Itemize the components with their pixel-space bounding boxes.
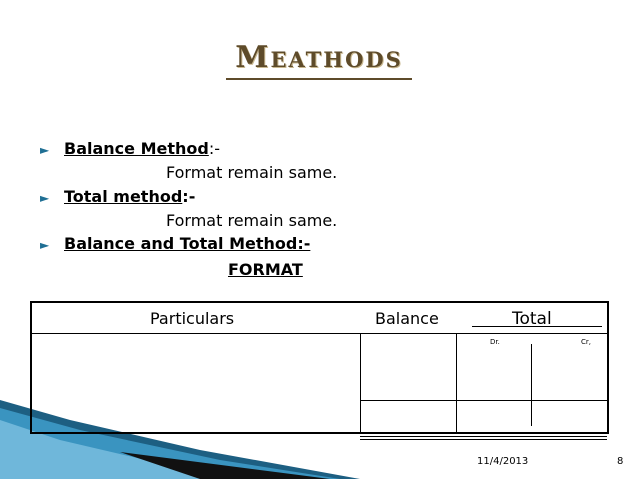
- slide-title: Meathods: [235, 40, 403, 75]
- bullet-heading: Balance and Total Method:-: [64, 234, 311, 253]
- table-header-divider: [30, 333, 607, 334]
- table-col-divider: [360, 333, 361, 432]
- bullet-subtext: Format remain same.: [166, 163, 338, 182]
- total-line: [360, 436, 607, 437]
- header-particulars: Particulars: [150, 309, 235, 328]
- table-col-divider: [531, 344, 532, 426]
- bullet-suffix: :-: [182, 187, 196, 206]
- header-cr: Cr,: [581, 338, 591, 346]
- header-balance: Balance: [375, 309, 439, 328]
- footer-page-number: 8: [617, 456, 624, 467]
- bullet-item-balance-method: [64, 139, 220, 158]
- header-dr: Dr.: [490, 338, 500, 346]
- table-col-divider: [456, 333, 457, 432]
- bullet-subtext: Format remain same.: [166, 211, 338, 230]
- bullet-arrow-icon: ►: [40, 143, 50, 157]
- format-heading: FORMAT: [228, 260, 303, 279]
- bullet-item-balance-total-method: [64, 234, 310, 253]
- bullet-arrow-icon: ►: [40, 238, 50, 252]
- total-line: [360, 439, 607, 440]
- header-total: Total: [512, 309, 552, 329]
- bullet-arrow-icon: ►: [40, 191, 50, 205]
- bullet-item-total-method: [64, 187, 195, 206]
- title-underline: [226, 78, 412, 80]
- footer-date: 11/4/2013: [477, 456, 529, 467]
- bullet-heading: Total method: [64, 187, 183, 206]
- bullet-suffix: :-: [208, 139, 220, 158]
- bullet-heading: Balance Method: [64, 139, 209, 158]
- table-row-divider: [360, 400, 607, 401]
